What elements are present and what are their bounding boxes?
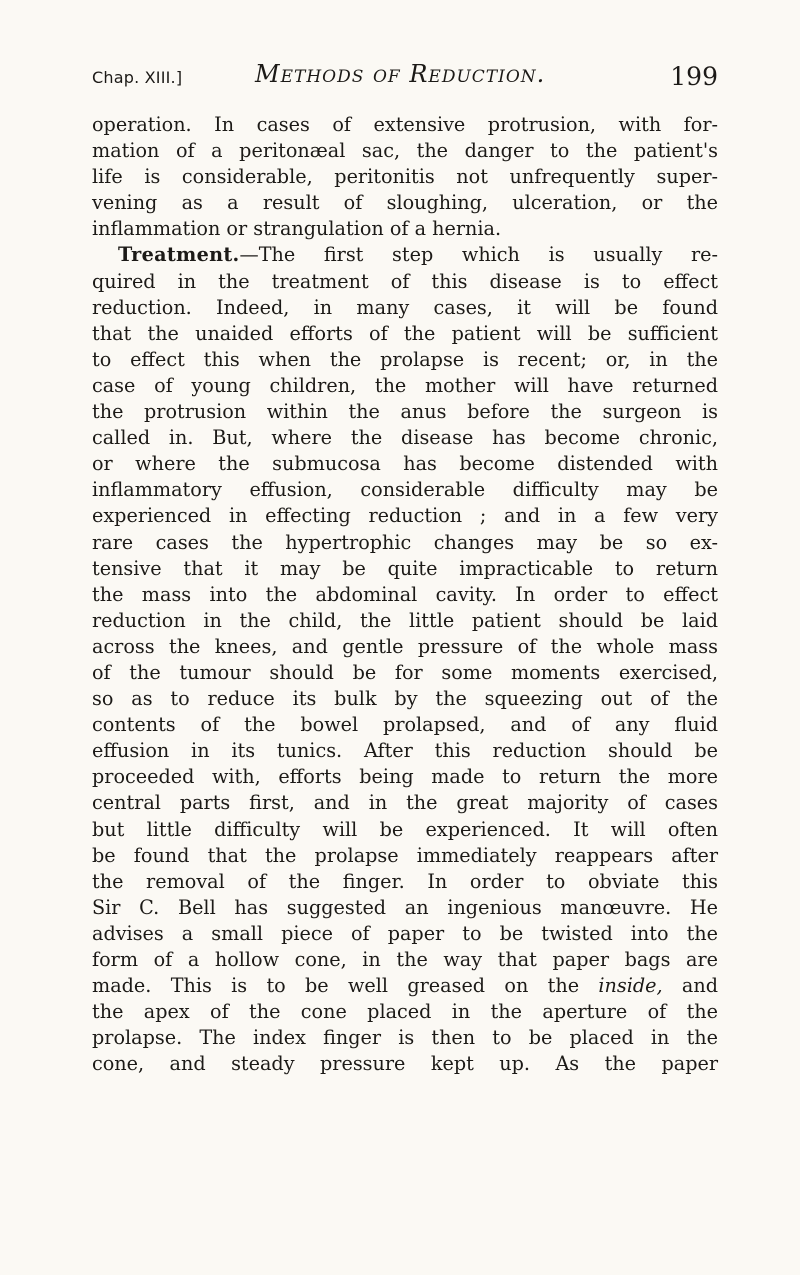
text-run: —The first step which is usually re- bbox=[239, 243, 718, 267]
text-line: effusion in its tunics. After this reduction should be bbox=[92, 739, 718, 763]
text-line: cone, and steady pressure kept up. As the paper bbox=[92, 1052, 718, 1076]
text-line: of the tumour should be for some moments exercised, bbox=[92, 660, 718, 684]
text-line: central parts first, and in the great majority of cases bbox=[92, 791, 718, 815]
text-line: proceeded with, efforts being made to return the more bbox=[92, 765, 718, 789]
text-line: mation of a peritonæal sac, the danger to the patient's bbox=[92, 139, 718, 163]
text-line: across the knees, and gentle pressure of the whole mass bbox=[92, 634, 718, 658]
chapter-label: Chap. XIII.] bbox=[92, 68, 183, 87]
text-line: experienced in effecting reduction ; and in a few very bbox=[92, 504, 718, 528]
text-line: be found that the prolapse immediately reappears after bbox=[92, 843, 718, 867]
text-line: the mass into the abdominal cavity. In order to effect bbox=[92, 582, 718, 606]
text-line bbox=[92, 973, 718, 999]
text-line: tensive that it may be quite impracticable to return bbox=[92, 556, 718, 580]
text-line: rare cases the hypertrophic changes may be so ex- bbox=[92, 530, 718, 554]
text-run: made. This is to be well greased on the bbox=[92, 974, 599, 998]
text-line: quired in the treatment of this disease is to effect bbox=[92, 269, 718, 293]
text-line: that the unaided efforts of the patient will be sufficient bbox=[92, 321, 718, 345]
section-heading: Treatment. bbox=[118, 243, 240, 267]
text-line: life is considerable, peritonitis not unfrequently super- bbox=[92, 165, 718, 189]
body-text bbox=[92, 112, 718, 1077]
text-line: to effect this when the prolapse is recent; or, in the bbox=[92, 347, 718, 371]
text-line: inflammation or strangulation of a hernia. bbox=[92, 217, 502, 241]
text-line: Sir C. Bell has suggested an ingenious manœuvre. He bbox=[92, 895, 718, 919]
text-line: case of young children, the mother will have returned bbox=[92, 373, 718, 397]
text-line: so as to reduce its bulk by the squeezing out of the bbox=[92, 687, 718, 711]
text-line: but little difficulty will be experienced. It will often bbox=[92, 817, 718, 841]
text-line: the removal of the finger. In order to obviate this bbox=[92, 869, 718, 893]
text-line: reduction in the child, the little patient should be laid bbox=[92, 608, 718, 632]
text-line: reduction. Indeed, in many cases, it will be found bbox=[92, 295, 718, 319]
running-head bbox=[92, 62, 718, 102]
page-number: 199 bbox=[670, 62, 718, 91]
text-run: and bbox=[662, 974, 718, 998]
text-line: the apex of the cone placed in the aperture of the bbox=[92, 1000, 718, 1024]
text-line: form of a hollow cone, in the way that paper bags are bbox=[92, 948, 718, 971]
emphasis: inside, bbox=[598, 974, 663, 998]
text-line: or where the submucosa has become distended with bbox=[92, 452, 718, 476]
text-line: prolapse. The index finger is then to be placed in the bbox=[92, 1026, 718, 1050]
text-line: called in. But, where the disease has become chronic, bbox=[92, 426, 718, 450]
running-title: Methods of Reduction. bbox=[255, 60, 546, 88]
text-line bbox=[92, 242, 718, 268]
text-line: operation. In cases of extensive protrusion, with for- bbox=[92, 113, 718, 136]
text-line: advises a small piece of paper to be twisted into the bbox=[92, 921, 718, 945]
text-line: contents of the bowel prolapsed, and of any fluid bbox=[92, 713, 718, 737]
text-line: the protrusion within the anus before the surgeon is bbox=[92, 400, 718, 424]
text-line: inflammatory effusion, considerable difficulty may be bbox=[92, 478, 718, 502]
text-line: vening as a result of sloughing, ulceration, or the bbox=[92, 191, 718, 215]
